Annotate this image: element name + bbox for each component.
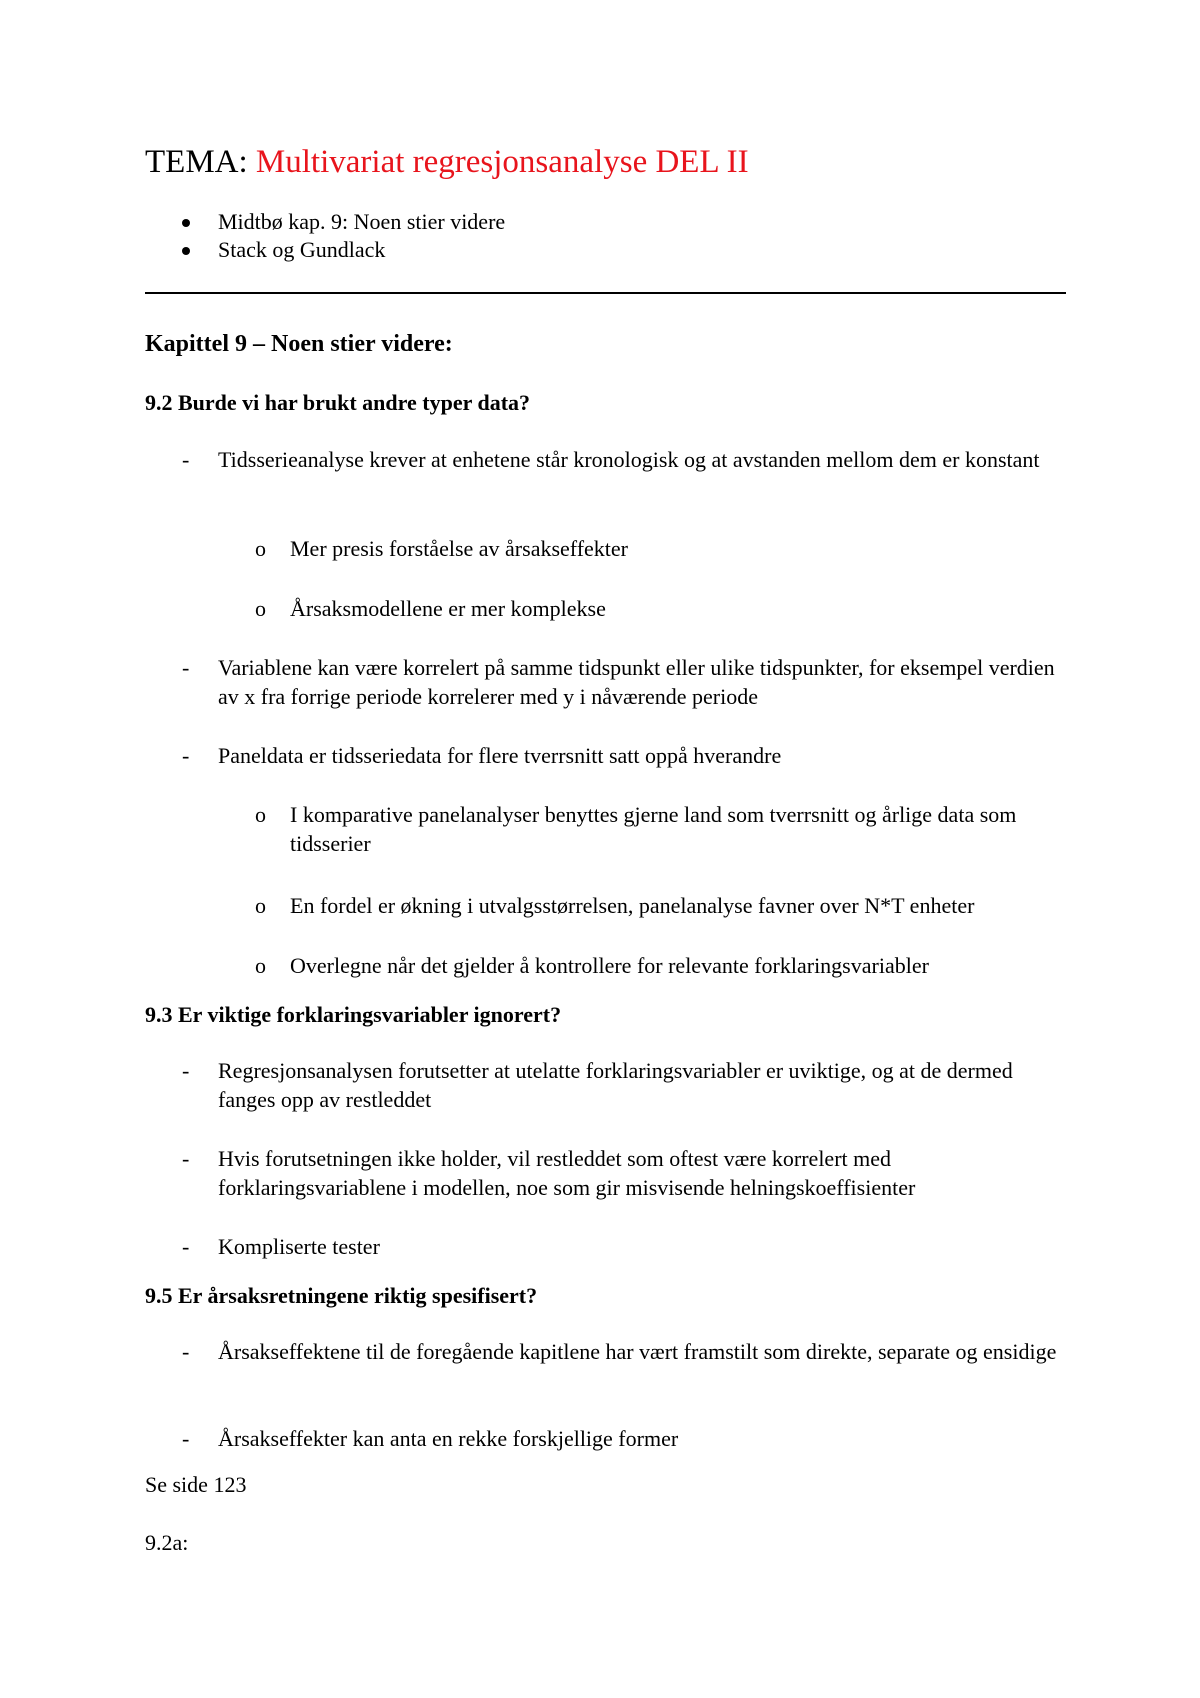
list-item (145, 445, 1075, 474)
circle-marker: o (255, 802, 266, 827)
section-heading-9-5: 9.5 Er årsaksretningene riktig spesifisert? (145, 1283, 538, 1308)
title-subject: Multivariat regresjonsanalyse DEL II (255, 144, 749, 180)
sub-list-item (145, 891, 1075, 920)
circle-marker: o (255, 596, 266, 621)
dash-marker: - (182, 1426, 190, 1451)
see-page-note: Se side 123 (145, 1472, 247, 1497)
list-item-text: Variablene kan være korrelert på samme tidspunkt eller ulike tidspunkter, for eksempel verdien av x fra forrige periode korrelerer med y i nåværende periode (218, 655, 1055, 709)
list-item (145, 653, 1075, 711)
sub-list-item (145, 594, 1075, 623)
sub-list-item (145, 951, 1075, 980)
circle-marker: o (255, 953, 266, 978)
horizontal-divider (145, 292, 1066, 294)
reading-list (145, 208, 505, 264)
list-item-text: Regresjonsanalysen forutsetter at utelatte forklaringsvariabler er uviktige, og at de dermed fanges opp av restleddet (218, 1058, 1013, 1112)
label-9-2a: 9.2a: (145, 1530, 189, 1555)
sub-list-item-text: Årsaksmodellene er mer komplekse (290, 596, 606, 621)
reading-item-text: Midtbø kap. 9: Noen stier videre (218, 209, 506, 234)
sub-list-item-text: En fordel er økning i utvalgsstørrelsen, panelanalyse favner over N*T enheter (290, 893, 975, 918)
list-item-text: Årsakseffektene til de foregående kapitlene har vært framstilt som direkte, separate og ensidige (218, 1339, 1057, 1364)
list-item (145, 1056, 1075, 1114)
bullet-dot-icon (182, 247, 190, 255)
reading-item-text: Stack og Gundlack (218, 237, 386, 262)
sub-list-item-text: Overlegne når det gjelder å kontrollere for relevante forklaringsvariabler (290, 953, 929, 978)
list-item-text: Paneldata er tidsseriedata for flere tverrsnitt satt oppå hverandre (218, 743, 782, 768)
dash-marker: - (182, 743, 190, 768)
chapter-heading: Kapittel 9 – Noen stier videre: (145, 331, 453, 357)
list-item (145, 1144, 1075, 1202)
dash-marker: - (182, 1058, 190, 1083)
section-heading-9-3: 9.3 Er viktige forklaringsvariabler ignorert? (145, 1002, 562, 1027)
dash-marker: - (182, 447, 190, 472)
list-item-text: Hvis forutsetningen ikke holder, vil restleddet som oftest være korrelert med forklaringsvariablene i modellen, noe som gir misvisende helningskoeffisienter (218, 1146, 916, 1200)
page-title (145, 142, 749, 182)
dash-marker: - (182, 1339, 190, 1364)
list-item (145, 741, 1075, 770)
circle-marker: o (255, 536, 266, 561)
reading-item (145, 236, 505, 264)
bullet-dot-icon (182, 219, 190, 227)
section-heading-9-2: 9.2 Burde vi har brukt andre typer data? (145, 390, 531, 415)
sub-list-item (145, 534, 1075, 563)
dash-marker: - (182, 655, 190, 680)
dash-marker: - (182, 1234, 190, 1259)
dash-marker: - (182, 1146, 190, 1171)
list-item (145, 1232, 1075, 1261)
list-item (145, 1424, 1075, 1453)
list-item-text: Tidsserieanalyse krever at enhetene står kronologisk og at avstanden mellom dem er konstant (218, 447, 1040, 472)
sub-list-item (145, 800, 1075, 858)
list-item (145, 1337, 1075, 1366)
sub-list-item-text: Mer presis forståelse av årsakseffekter (290, 536, 629, 561)
title-prefix: TEMA: (145, 144, 248, 180)
sub-list-item-text: I komparative panelanalyser benyttes gjerne land som tverrsnitt og årlige data som tidsserier (290, 802, 1017, 856)
list-item-text: Kompliserte tester (218, 1234, 380, 1259)
list-item-text: Årsakseffekter kan anta en rekke forskjellige former (218, 1426, 679, 1451)
reading-item (145, 208, 505, 236)
circle-marker: o (255, 893, 266, 918)
